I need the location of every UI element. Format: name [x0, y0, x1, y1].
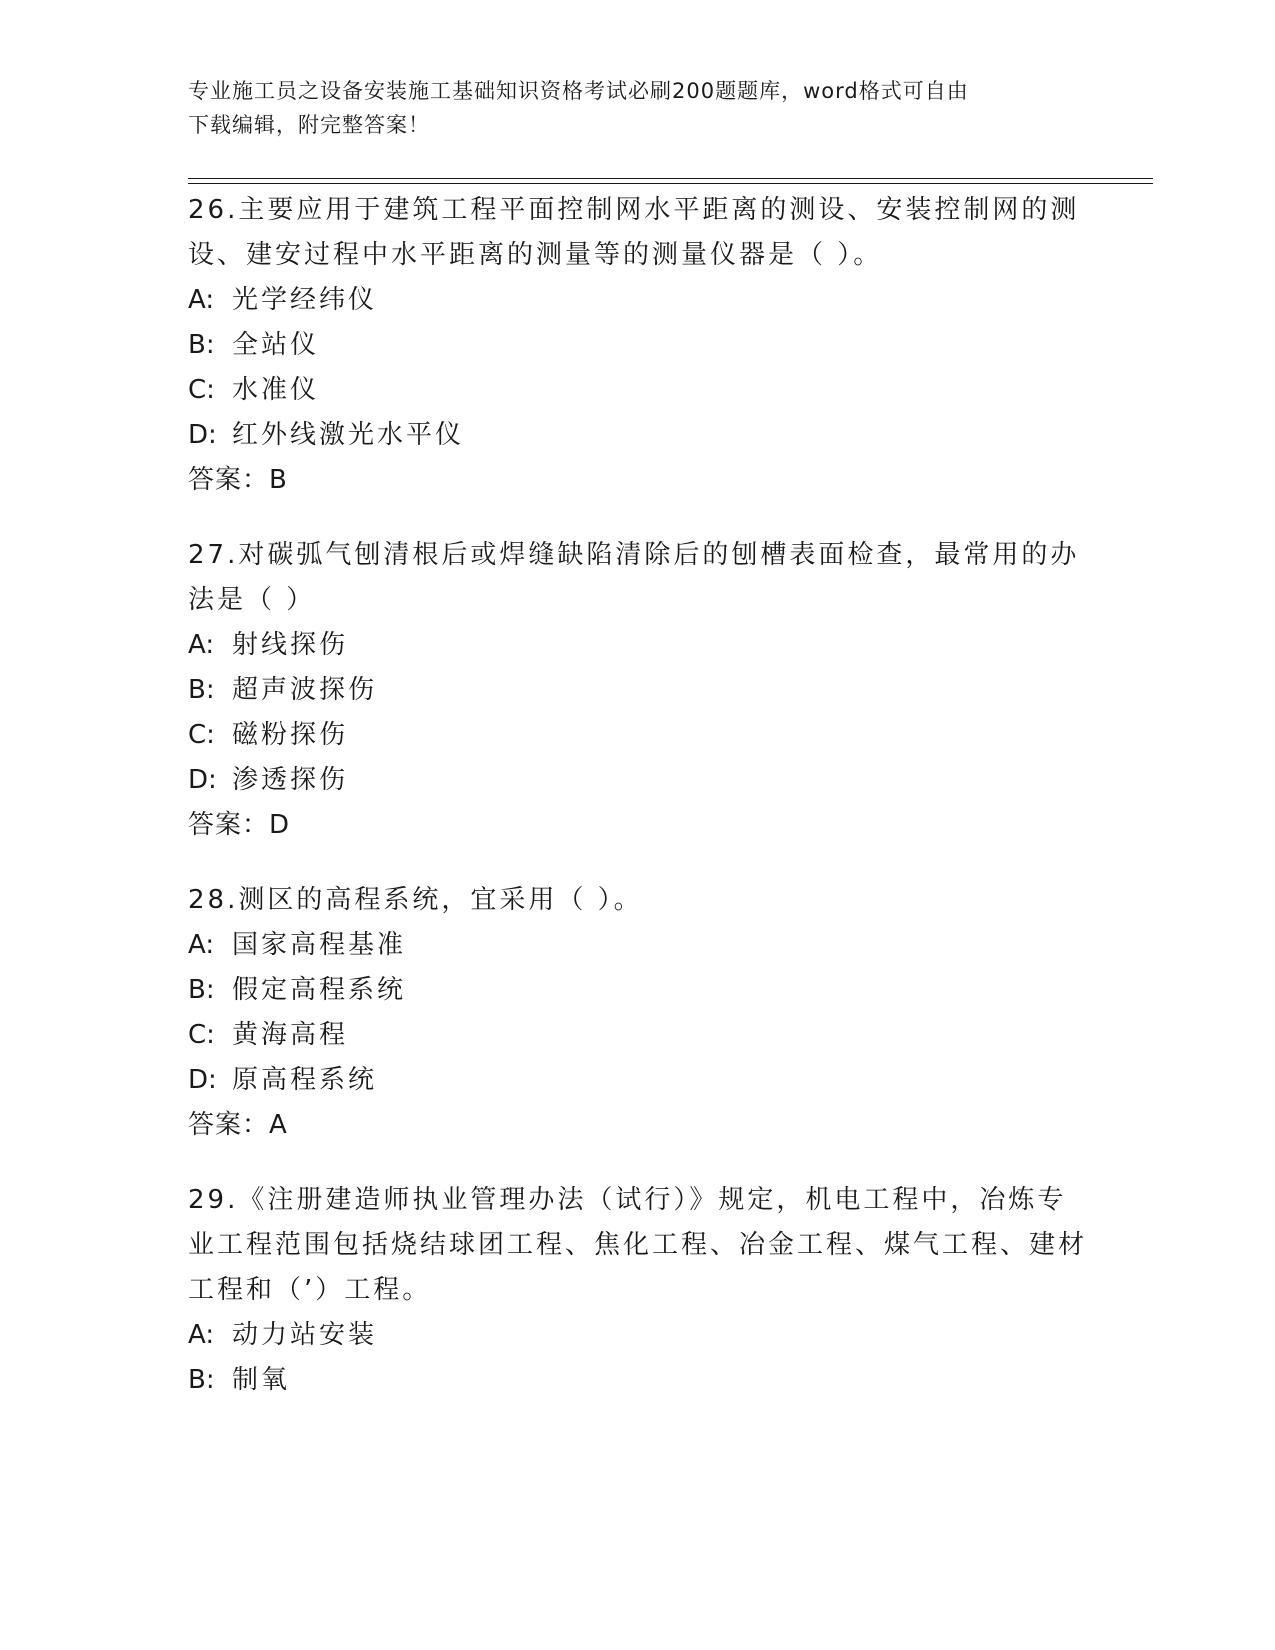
header-divider-bottom: [188, 183, 1153, 184]
answer-line: [188, 803, 1088, 848]
question-list: [188, 188, 1088, 1433]
option-letter: D:: [188, 765, 217, 795]
option-text: 动力站安装: [232, 1320, 378, 1350]
option-text: 渗透探伤: [232, 765, 349, 795]
question-stem: 26.主要应用于建筑工程平面控制网水平距离的测设、安装控制网的测设、建安过程中水平距离的测量等的测量仪器是（ ）。: [188, 195, 1080, 270]
option-letter: B:: [188, 675, 215, 705]
answer-line: [188, 458, 1088, 503]
option-letter: A:: [188, 1320, 215, 1350]
option-letter: B:: [188, 330, 215, 360]
option-a: [188, 278, 1088, 323]
option-letter: A:: [188, 285, 215, 315]
option-letter: C:: [188, 1020, 215, 1050]
header-line-1: 专业施工员之设备安装施工基础知识资格考试必刷200题题库，word格式可自由: [188, 79, 969, 103]
option-text: 国家高程基准: [232, 930, 407, 960]
option-letter: C:: [188, 720, 215, 750]
answer-line: [188, 1103, 1088, 1148]
option-text: 红外线激光水平仪: [232, 420, 465, 450]
document-header: [188, 74, 1088, 142]
option-text: 射线探伤: [232, 630, 349, 660]
option-text: 假定高程系统: [232, 975, 407, 1005]
option-b: [188, 968, 1088, 1013]
header-divider-top: [188, 178, 1153, 179]
option-b: [188, 1358, 1088, 1403]
option-a: [188, 623, 1088, 668]
option-text: 超声波探伤: [232, 675, 378, 705]
question-stem: 29.《注册建造师执业管理办法（试行）》规定，机电工程中，冶炼专业工程范围包括烧结球团工程、焦化工程、冶金工程、煤气工程、建材工程和（’）工程。: [188, 1185, 1088, 1305]
option-c: [188, 1013, 1088, 1058]
option-d: [188, 413, 1088, 458]
option-text: 水准仪: [232, 375, 320, 405]
option-letter: A:: [188, 630, 215, 660]
option-text: 原高程系统: [232, 1065, 378, 1095]
option-d: [188, 1058, 1088, 1103]
option-letter: C:: [188, 375, 215, 405]
question-28: [188, 878, 1088, 1148]
option-text: 黄海高程: [232, 1020, 349, 1050]
option-text: 全站仪: [232, 330, 320, 360]
option-b: [188, 323, 1088, 368]
option-c: [188, 713, 1088, 758]
option-a: [188, 923, 1088, 968]
answer-value: B: [269, 465, 288, 495]
option-letter: D:: [188, 420, 217, 450]
header-line-2: 下载编辑，附完整答案！: [188, 113, 430, 137]
question-29: [188, 1178, 1088, 1403]
option-letter: D:: [188, 1065, 217, 1095]
option-text: 光学经纬仪: [232, 285, 378, 315]
option-text: 制氧: [232, 1365, 291, 1395]
option-letter: A:: [188, 930, 215, 960]
option-c: [188, 368, 1088, 413]
answer-label: 答案：: [188, 465, 270, 495]
option-letter: B:: [188, 975, 215, 1005]
option-text: 磁粉探伤: [232, 720, 349, 750]
answer-value: A: [269, 1110, 288, 1140]
option-letter: B:: [188, 1365, 215, 1395]
option-a: [188, 1313, 1088, 1358]
answer-label: 答案：: [188, 810, 270, 840]
answer-label: 答案：: [188, 1110, 270, 1140]
question-26: [188, 188, 1088, 503]
option-d: [188, 758, 1088, 803]
question-27: [188, 533, 1088, 848]
question-stem: 28.测区的高程系统，宜采用（ ）。: [188, 885, 643, 915]
answer-value: D: [269, 810, 291, 840]
option-b: [188, 668, 1088, 713]
question-stem: 27.对碳弧气刨清根后或焊缝缺陷清除后的刨槽表面检查，最常用的办法是（ ）: [188, 540, 1080, 615]
